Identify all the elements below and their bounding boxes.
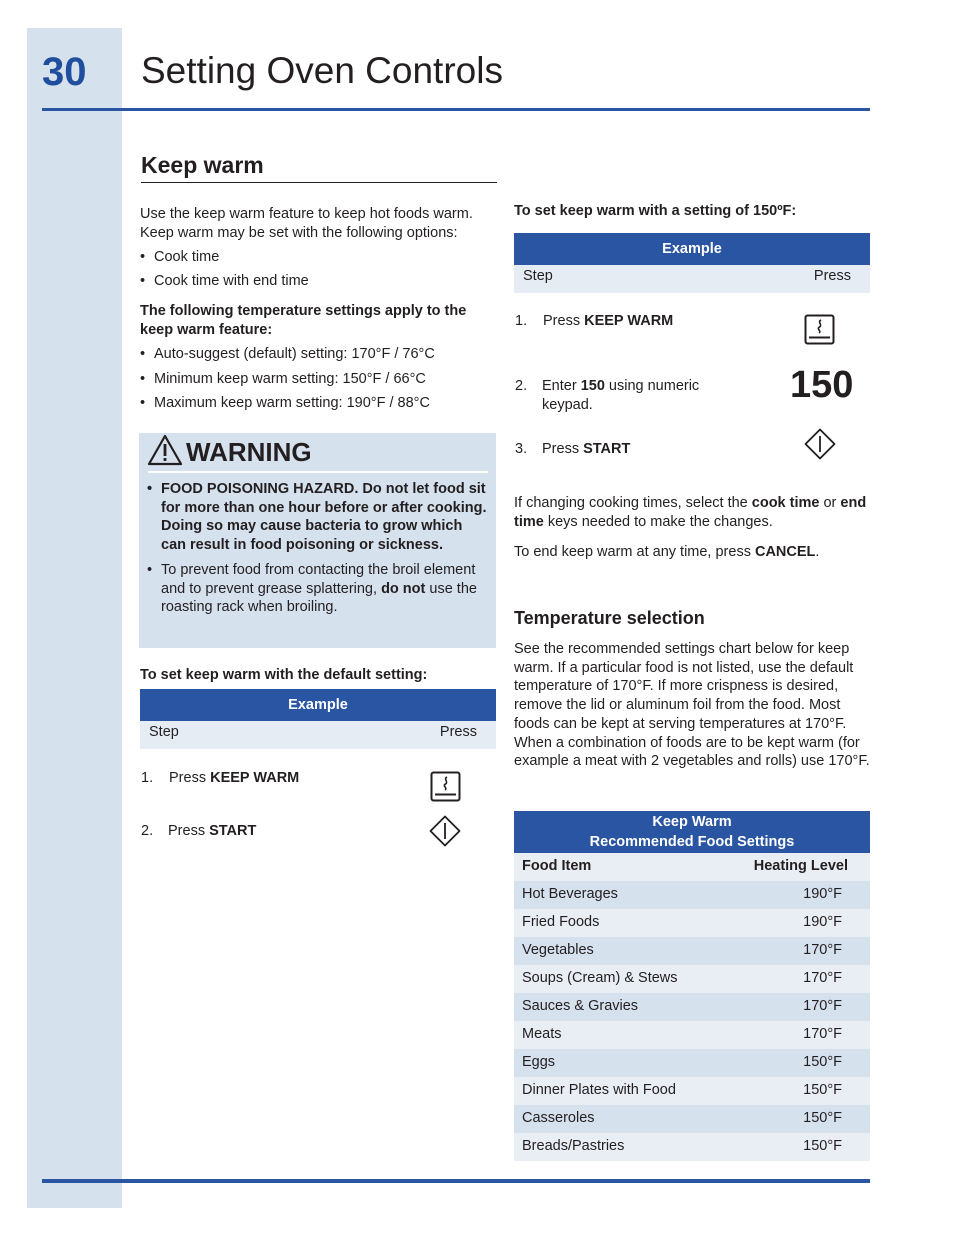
food-item-cell: Breads/Pastries: [522, 1138, 625, 1154]
press-column-label: Press: [813, 268, 851, 284]
step-text: [542, 377, 742, 414]
list-item: • Auto-suggest (default) setting: 170°F / 76°C: [140, 345, 496, 364]
food-item-cell: Vegetables: [522, 942, 594, 958]
press-column-label: Press: [439, 724, 477, 740]
text-run: or: [819, 495, 841, 511]
change-times-text: [514, 494, 874, 531]
step-number: 1.: [515, 313, 528, 329]
table-row: [514, 909, 870, 937]
heating-level-cell: 170°F: [803, 942, 842, 958]
table-row: [514, 1077, 870, 1105]
food-item-cell: Eggs: [522, 1054, 556, 1070]
step-verb: Press: [542, 441, 584, 457]
example-subheader: [140, 721, 496, 749]
numeric-keypad-display: 150: [790, 364, 854, 406]
step-text: [542, 440, 630, 459]
text-run: keys needed to make the changes.: [543, 513, 773, 530]
table-column-headers: [514, 853, 870, 881]
warning-triangle-icon: [147, 434, 183, 466]
warning-divider: [148, 471, 488, 473]
step-verb: Enter: [542, 378, 581, 394]
step-key: START: [583, 441, 631, 457]
food-item-cell: Dinner Plates with Food: [522, 1082, 676, 1098]
table-header: [514, 811, 870, 853]
keep-warm-key-icon[interactable]: [430, 771, 461, 802]
table-row: [514, 1133, 870, 1161]
table-row: [514, 937, 870, 965]
step-key: KEEP WARM: [584, 313, 674, 329]
step-key: KEEP WARM: [210, 770, 300, 786]
temperature-selection-heading: Temperature selection: [514, 608, 705, 628]
example-header: Example: [514, 233, 870, 265]
table-row: [514, 881, 870, 909]
text-emphasis: end time: [514, 495, 867, 530]
step-text: [168, 822, 256, 841]
page-sidebar: [27, 28, 122, 1208]
food-item-cell: Meats: [522, 1026, 562, 1042]
heating-level-cell: 170°F: [803, 1026, 842, 1042]
table-title: Keep Warm: [652, 814, 732, 830]
food-item-cell: Casseroles: [522, 1110, 595, 1126]
step-number: 2.: [515, 378, 528, 394]
keep-warm-key-icon[interactable]: [804, 314, 835, 345]
end-keep-warm-text: [514, 543, 874, 562]
step-number: 1.: [141, 770, 154, 786]
table-row: [514, 965, 870, 993]
warning-list: [147, 480, 487, 623]
warning-text: To prevent food from contacting the broil element and to prevent grease splattering,: [161, 561, 476, 597]
text-emphasis: CANCEL: [754, 544, 816, 560]
food-item-cell: Fried Foods: [522, 914, 600, 930]
top-divider: [42, 108, 870, 111]
table-row: [514, 1021, 870, 1049]
heading-underline: [141, 182, 497, 183]
table-row: [514, 993, 870, 1021]
example-header: Example: [140, 689, 496, 721]
heating-level-column: Heating Level: [753, 858, 848, 874]
step-key: START: [209, 823, 257, 839]
text-run: If changing cooking times, select the: [514, 495, 752, 511]
step-text: [169, 769, 299, 788]
list-item: • Minimum keep warm setting: 150°F / 66°C: [140, 370, 496, 389]
step-key: 150: [580, 378, 605, 394]
step-number: 2.: [141, 823, 154, 839]
table-row: [514, 1049, 870, 1077]
warning-title: WARNING: [186, 437, 312, 467]
text-emphasis: cook time: [751, 495, 820, 511]
step-column-label: Step: [523, 268, 553, 284]
intro-text: Use the keep warm feature to keep hot foods warm. Keep warm may be set with the following options:: [140, 206, 473, 241]
heating-level-cell: 190°F: [803, 886, 842, 902]
heating-level-cell: 190°F: [803, 914, 842, 930]
food-item-column: Food Item: [522, 858, 592, 874]
food-item-cell: Soups (Cream) & Stews: [522, 970, 678, 986]
default-setting-heading: To set keep warm with the default setting:: [140, 667, 428, 683]
heating-level-cell: 170°F: [803, 998, 842, 1014]
step-verb: Press: [543, 313, 585, 329]
step-text: [543, 312, 673, 331]
table-subtitle: Recommended Food Settings: [589, 834, 795, 850]
bottom-divider: [42, 1179, 870, 1183]
table-row: [514, 1105, 870, 1133]
heating-level-cell: 150°F: [803, 1054, 842, 1070]
warning-item: [147, 561, 487, 617]
temperature-selection-text: See the recommended settings chart below for keep warm. If a particular food is not listed, use the default temperature of 170°F. If more crispness is desired, remove the lid or aluminum foil from the food. Most foods can be kept at serving temperatures at 170°F. When a combination of foods are to be kept warm (for example a meat with 2 vegetables and rolls) use 170°F.: [514, 641, 870, 770]
recommended-food-settings-table: [514, 811, 870, 1161]
page-number: 30: [42, 50, 87, 94]
warning-item: • FOOD POISONING HAZARD. Do not let food sit for more than one hour before or after cooking. Doing so may cause bacteria to grow which can result in food poisoning or sickness.: [147, 480, 487, 555]
list-item: • Maximum keep warm setting: 190°F / 88°C: [140, 394, 496, 413]
setting-150-heading: To set keep warm with a setting of 150ºF:: [514, 203, 797, 219]
warning-text: use the roasting rack when broiling.: [161, 580, 477, 616]
options-list: [140, 248, 496, 290]
step-number: 3.: [515, 441, 528, 457]
food-item-cell: Hot Beverages: [522, 886, 618, 902]
step-verb: Press: [168, 823, 210, 839]
start-key-icon[interactable]: [429, 815, 461, 847]
heating-level-cell: 150°F: [803, 1138, 842, 1154]
start-key-icon[interactable]: [804, 428, 836, 460]
page-title: Setting Oven Controls: [141, 50, 503, 91]
temp-settings-list: [140, 345, 496, 413]
list-item: • Cook time with end time: [140, 272, 496, 291]
step-text-tail: using numeric: [604, 378, 700, 394]
example-subheader: [514, 265, 870, 293]
step-verb: Press: [169, 770, 211, 786]
food-item-cell: Sauces & Gravies: [522, 998, 639, 1014]
step-column-label: Step: [149, 724, 179, 740]
warning-emphasis: do not: [381, 580, 426, 597]
step-text-tail: keypad.: [542, 396, 593, 413]
heating-level-cell: 150°F: [803, 1082, 842, 1098]
keep-warm-heading: Keep warm: [141, 152, 264, 178]
text-run: .: [815, 544, 820, 560]
temp-settings-heading: The following temperature settings apply to the keep warm feature:: [140, 303, 467, 338]
heating-level-cell: 170°F: [803, 970, 842, 986]
list-item: • Cook time: [140, 248, 496, 267]
text-run: To end keep warm at any time, press: [514, 544, 755, 560]
heating-level-cell: 150°F: [803, 1110, 842, 1126]
